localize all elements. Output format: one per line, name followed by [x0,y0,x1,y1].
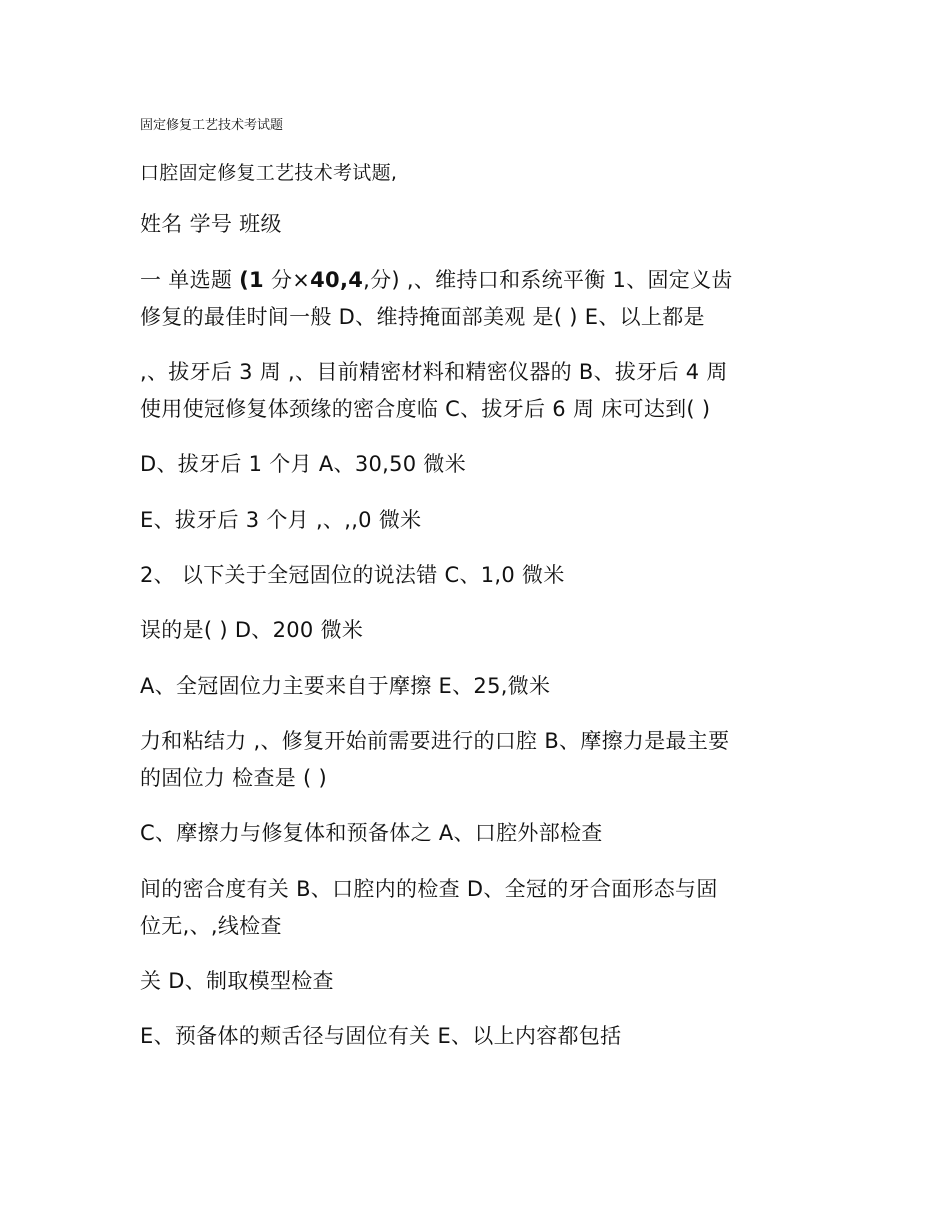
text-line: 修复的最佳时间一般 D、维持掩面部美观 是( ) E、以上都是 [140,305,705,329]
score-unit-text: 分× [263,268,311,292]
section-heading-rest: ,分) ,、维持口和系统平衡 1、固定义齿 [363,268,733,292]
text-line: A、全冠固位力主要来自于摩擦 E、25,微米 [140,674,551,698]
page-header: 固定修复工艺技术考试题 [140,118,284,133]
text-line: 位无,、,线检查 [140,914,282,938]
text-line: E、拔牙后 3 个月 ,、,,0 微米 [140,508,422,532]
text-line: 2、 以下关于全冠固位的说法错 C、1,0 微米 [140,563,565,587]
score-total-bold: 40,4 [310,268,364,292]
section-heading-line [140,267,733,293]
text-line: 间的密合度有关 B、口腔内的检查 D、全冠的牙合面形态与固 [140,877,718,901]
text-line: 误的是( ) D、200 微米 [140,618,364,642]
text-line: 力和粘结力 ,、修复开始前需要进行的口腔 B、摩擦力是最主要 [140,729,730,753]
section-heading-text: 一 单选题 [140,268,240,292]
document-subtitle: 口腔固定修复工艺技术考试题, [140,162,398,184]
text-line: 使用使冠修复体颈缘的密合度临 C、拔牙后 6 周 床可达到( ) [140,397,711,421]
student-info-line: 姓名 学号 班级 [140,212,282,236]
text-line: C、摩擦力与修复体和预备体之 A、口腔外部检查 [140,821,603,845]
text-line: E、预备体的颊舌径与固位有关 E、以上内容都包括 [140,1024,622,1048]
text-line: ,、拔牙后 3 周 ,、目前精密材料和精密仪器的 B、拔牙后 4 周 [140,360,728,384]
text-line: D、拔牙后 1 个月 A、30,50 微米 [140,452,467,476]
text-line: 关 D、制取模型检查 [140,969,334,993]
text-line: 的固位力 检查是 ( ) [140,766,328,790]
score-count-bold: (1 [239,268,264,292]
